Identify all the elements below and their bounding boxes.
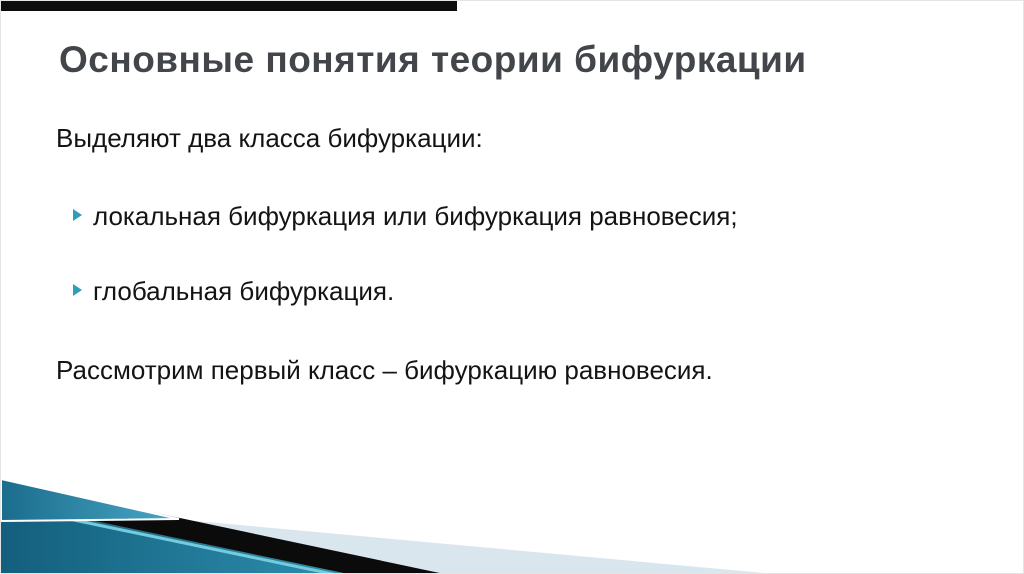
conclusion-text: Рассмотрим первый класс – бифуркацию равновесия. bbox=[56, 355, 713, 385]
top-accent-bar bbox=[1, 1, 457, 11]
bullet-text: локальная бифуркация или бифуркация равновесия; bbox=[93, 201, 738, 231]
corner-ribbon-decoration bbox=[1, 439, 801, 573]
bullet-text: глобальная бифуркация. bbox=[93, 276, 395, 306]
list-item bbox=[73, 199, 738, 233]
bullet-arrow-icon bbox=[73, 209, 82, 221]
slide-title: Основные понятия теории бифуркации bbox=[59, 39, 807, 80]
list-item bbox=[73, 274, 394, 308]
bullet-arrow-icon bbox=[73, 284, 82, 296]
ribbon-upper-teal-band bbox=[1, 479, 179, 521]
intro-text: Выделяют два класса бифуркации: bbox=[56, 123, 483, 153]
